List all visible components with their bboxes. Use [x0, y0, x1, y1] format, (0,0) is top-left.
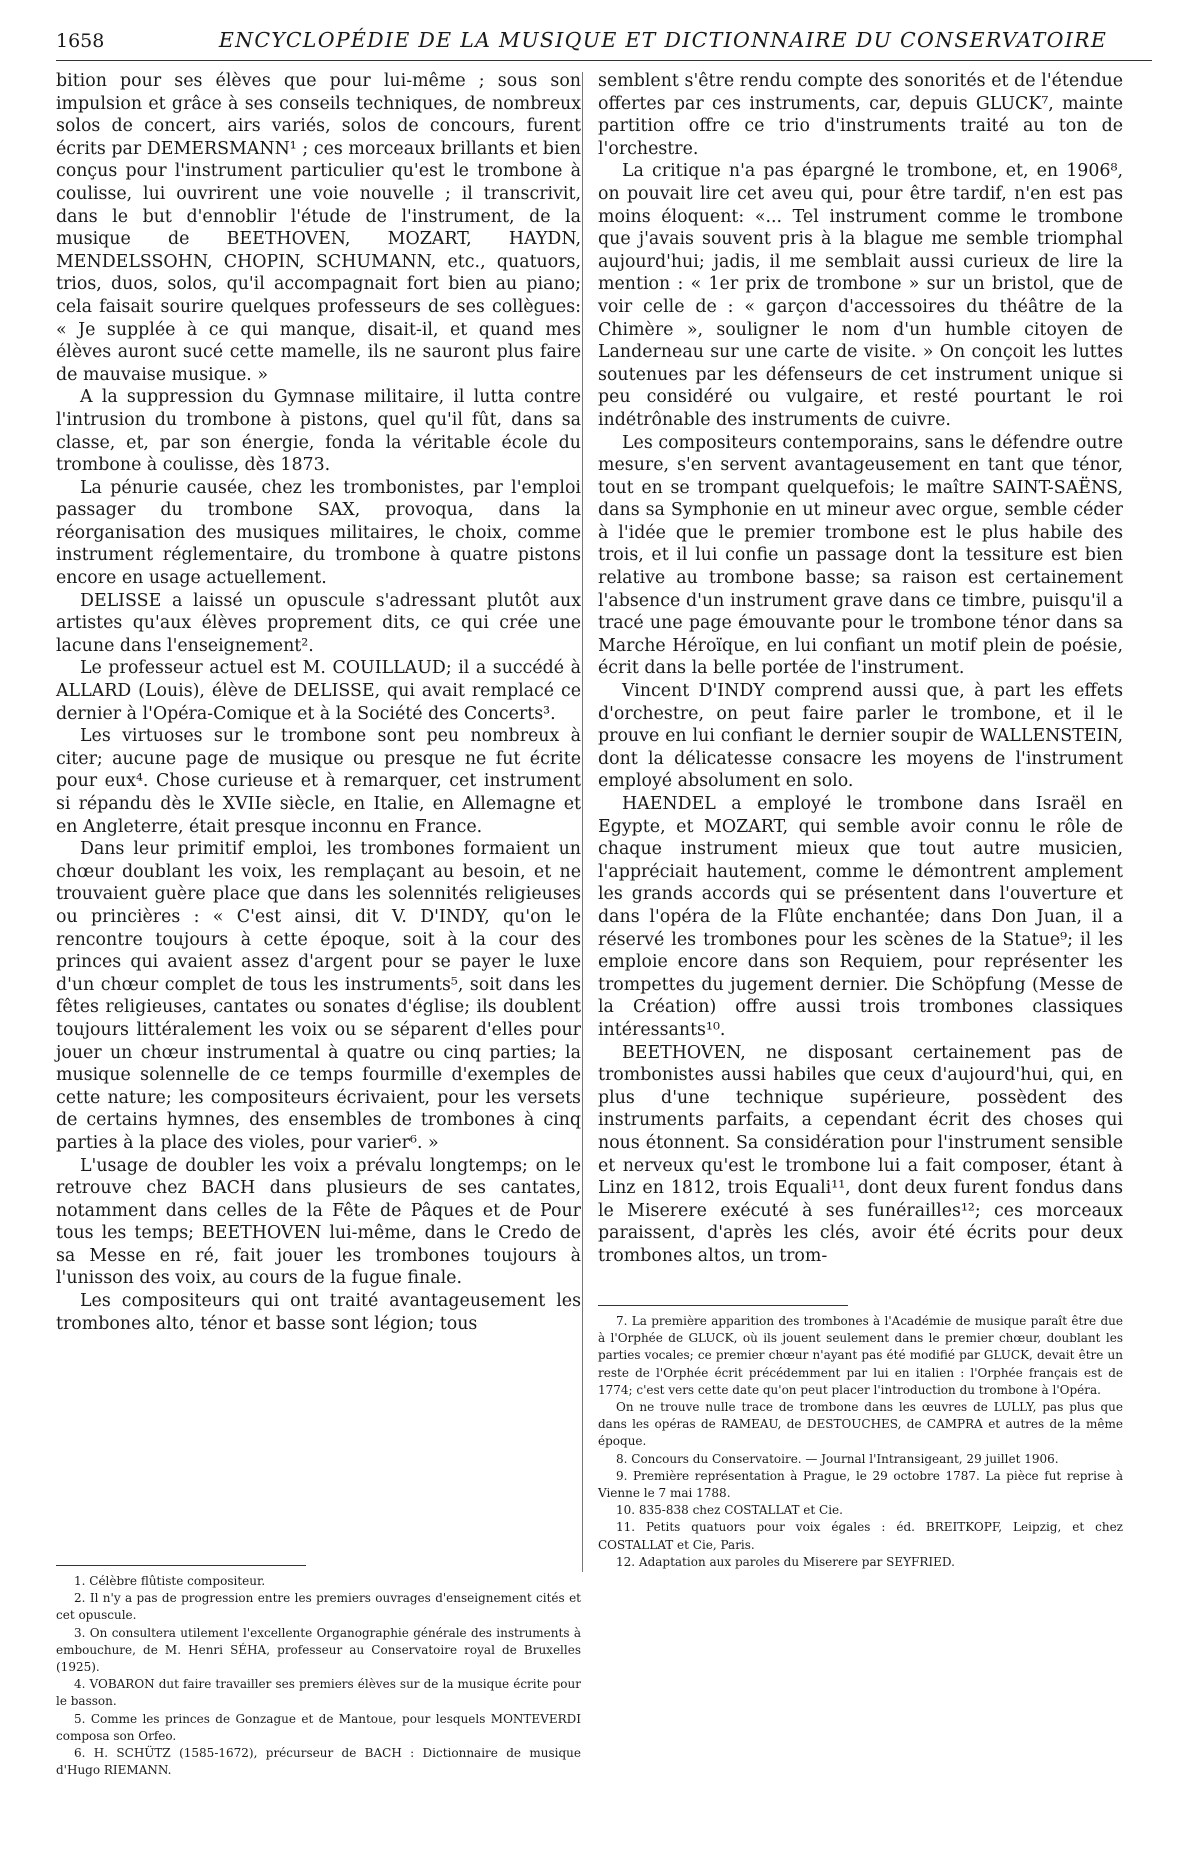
footnote: 10. 835-838 chez COSTALLAT et Cie. — [616, 1503, 843, 1518]
footnote: 7. La première apparition des trombones à l'Académie de musique paraît être due à l'Orphée de GLUCK, où ils jouent seulement dans le premier chœur, doublant les parties vocales; ce premier chœur n'ayant pas été modifié par GLUCK, devait être un reste de l'Orphée écrit précédemment par lui en italien : l'Orphée français est de 1774; c'est vers cette date qu'on peut placer l'introduction du trombone à l'Opéra. — [598, 1314, 1123, 1397]
footnote: 9. Première représentation à Prague, le 29 octobre 1787. La pièce fut reprise à Vienne le 7 mai 1788. — [598, 1468, 1123, 1501]
footnote: 12. Adaptation aux paroles du Miserere par SEYFRIED. — [616, 1554, 955, 1569]
footnote: On ne trouve nulle trace de trombone dans les œuvres de LULLY, pas plus que dans les opéras de RAMEAU, de DESTOUCHES, de CAMPRA et autres de la même époque. — [598, 1400, 1123, 1449]
footnote: 2. Il n'y a pas de progression entre les premiers ouvrages d'enseignement cités et cet opuscule. — [56, 1591, 581, 1623]
footnotes-right — [598, 1313, 1123, 1571]
paragraph: Les compositeurs contemporains, sans le défendre outre mesure, s'en servent avantageusement en tant que ténor, tout en se trompant quelquefois; le maître SAINT-SAËNS, dans sa Symphonie en ut mineur avec orgue, semble céder à l'idée que le premier trombone est le plus habile des trois, et il lui confie un passage dont la tessiture est bien relative au trombone basse; sa raison est certainement l'absence d'un instrument grave dans ce timbre, puisqu'il a tracé une page émouvante pour le trombone ténor dans sa Marche Héroïque, en lui confiant un motif plein de poésie, écrit dans la belle portée de l'instrument. — [598, 432, 1123, 679]
paragraph: DELISSE a laissé un opuscule s'adressant plutôt aux artistes qu'aux élèves proprement dits, ce qui crée une lacune dans l'enseignement². — [56, 590, 581, 656]
paragraph: L'usage de doubler les voix a prévalu longtemps; on le retrouve chez BACH dans plusieurs de ses cantates, notamment dans celles de la Fête de Pâques et de Pour tous les temps; BEETHOVEN lui-même, dans le Credo de sa Messe en ré, fait jouer les trombones toujours à l'unisson des voix, au cours de la fugue finale. — [56, 1155, 581, 1289]
column-divider — [582, 72, 583, 1572]
footnote: 8. Concours du Conservatoire. — Journal l'Intransigeant, 29 juillet 1906. — [616, 1451, 1059, 1466]
paragraph: Le professeur actuel est M. COUILLAUD; il a succédé à ALLARD (Louis), élève de DELISSE, qui avait remplacé ce dernier à l'Opéra-Comique et à la Société des Concerts³. — [56, 658, 581, 724]
paragraph: HAENDEL a employé le trombone dans Israël en Egypte, et MOZART, qui semble avoir connu le rôle de chaque instrument mieux que tout autre musicien, l'appréciait hautement, comme le démontrent amplement les grands accords qui se présentent dans l'ouverture et dans l'opéra de la Flûte enchantée; dans Don Juan, il a réservé les trombones pour les scènes de la Statue⁹; il les emploie encore dans son Requiem, pour représenter les trompettes du jugement dernier. Die Schöpfung (Messe de la Création) offre aussi trois trombones classiques intéressants¹⁰. — [598, 794, 1123, 1040]
footnote: 1. Célèbre flûtiste compositeur. — [74, 1574, 266, 1588]
paragraph: Les virtuoses sur le trombone sont peu nombreux à citer; aucune page de musique ou presque ne fut écrite pour eux⁴. Chose curieuse et à remarquer, cet instrument si répandu dès le XVIIe siècle, en Italie, en Allemagne et en Angleterre, était presque inconnu en France. — [56, 726, 581, 837]
footnotes-left — [56, 1573, 581, 1779]
paragraph: La critique n'a pas épargné le trombone, et, en 1906⁸, on pouvait lire cet aveu qui, pour être tardif, n'en est pas moins éloquent: «... Tel instrument comme le trombone que j'avais souvent pris à la blague me semble triomphal aujourd'hui; jadis, il me semblait aussi curieux de lire la mention : « 1er prix de trombone » sur un bristol, que de voir celle de : « garçon d'accessoires du théâtre de la Chimère », souligner le nom d'un humble citoyen de Landerneau sur une carte de visite. » On conçoit les luttes soutenues par les défenseurs de cet instrument unique si peu considéré ou vulgaire, et resté pourtant le roi indétrônable des instruments de cuivre. — [598, 161, 1123, 430]
paragraph: A la suppression du Gymnase militaire, il lutta contre l'intrusion du trombone à pistons, quel qu'il fût, dans sa classe, et, par son énergie, fonda la véritable école du trombone à coulisse, dès 1873. — [56, 387, 581, 476]
footnote: 6. H. SCHÜTZ (1585-1672), précurseur de BACH : Dictionnaire de musique d'Hugo RIEMANN. — [56, 1746, 581, 1778]
paragraph: Vincent D'INDY comprend aussi que, à part les effets d'orchestre, on peut faire parler le trombone, et il le prouve en lui confiant le dernier soupir de WALLENSTEIN, dont la délicatesse consacre les moyens de l'instrument employé absolument en solo. — [598, 681, 1123, 792]
page-number: 1658 — [56, 30, 105, 52]
footnote: 4. VOBARON dut faire travailler ses premiers élèves sur de la musique écrite pour le basson. — [56, 1677, 581, 1709]
footnote: 11. Petits quatuors pour voix égales : éd. BREITKOPF, Leipzig, et chez COSTALLAT et Cie, Paris. — [598, 1520, 1123, 1552]
footnote-rule-right — [598, 1305, 848, 1306]
right-column — [598, 70, 1123, 1267]
paragraph: semblent s'être rendu compte des sonorités et de l'étendue offertes par ces instruments, car, depuis GLUCK⁷, mainte partition offre ce trio d'instruments traité au ton de l'orchestre. — [598, 71, 1123, 159]
running-header — [56, 28, 1152, 61]
footnote: 5. Comme les princes de Gonzague et de Mantoue, pour lesquels MONTEVERDI composa son Orfeo. — [56, 1711, 581, 1743]
footnote: 3. On consultera utilement l'excellente Organographie générale des instruments à embouchure, de M. Henri SÉHA, professeur au Conservatoire royal de Bruxelles (1925). — [56, 1625, 581, 1675]
paragraph: Les compositeurs qui ont traité avantageusement les trombones alto, ténor et basse sont légion; tous — [56, 1291, 581, 1334]
paragraph: Dans leur primitif emploi, les trombones formaient un chœur doublant les voix, les remplaçant au besoin, et ne trouvaient guère place que dans les solennités religieuses ou princières : « C'est ainsi, dit V. D'INDY, qu'on le rencontre toujours à cette époque, soit à la cour des princes qui avaient assez d'argent pour se payer le luxe d'un chœur complet de tous les instruments⁵, soit dans les fêtes religieuses, cantates ou sonates d'église; ils doublent toujours littéralement les voix ou se séparent d'elles pour jouer un chœur instrumental à quatre ou cinq parties; la musique solennelle de ce temps fourmille d'exemples de cette nature; les compositeurs écrivaient, pour les versets de certains hymnes, des ensembles de trombones à cinq parties à la place des violes, pour varier⁶. » — [56, 839, 581, 1153]
paragraph: bition pour ses élèves que pour lui-même ; sous son impulsion et grâce à ses conseils techniques, de nombreux solos de concert, airs variés, solos de concours, furent écrits par DEMERSMANN¹ ; ces morceaux brillants et bien conçus pour l'instrument particulier qu'est le trombone à coulisse, lui ouvrirent une voie nouvelle ; il transcrivit, dans le but d'ennoblir l'étude de l'instrument, de la musique de BEETHOVEN, MOZART, HAYDN, MENDELSSOHN, CHOPIN, SCHUMANN, etc., quatuors, trios, duos, solos, qu'il accompagnait fort bien au piano; cela faisait sourire quelques professeurs de ses collègues: « Je supplée à ce qui manque, disait-il, et quand mes élèves auront sucé cette mamelle, ils ne sauront plus faire de mauvaise musique. » — [56, 71, 581, 385]
footnote-rule-left — [56, 1565, 306, 1566]
paragraph: La pénurie causée, chez les trombonistes, par l'emploi passager du trombone SAX, provoqua, dans la réorganisation des musiques militaires, le choix, comme instrument réglementaire, du trombone à quatre pistons encore en usage actuellement. — [56, 477, 581, 589]
paragraph: BEETHOVEN, ne disposant certainement pas de trombonistes aussi habiles que ceux d'aujourd'hui, qui, en plus d'une technique supérieure, possèdent des instruments parfaits, a cependant écrit des choses qui nous étonnent. Sa considération pour l'instrument sensible et nerveux qu'est le trombone lui a fait composer, étant à Linz en 1812, trois Equali¹¹, dont deux furent fondus dans le Miserere exécuté à ses funérailles¹²; ces morceaux paraissent, d'après les clés, avoir été écrits pour deux trombones altos, un trom- — [598, 1042, 1123, 1266]
running-title: ENCYCLOPÉDIE DE LA MUSIQUE ET DICTIONNAIRE DU CONSERVATOIRE — [218, 28, 1108, 52]
left-column — [56, 70, 581, 1335]
